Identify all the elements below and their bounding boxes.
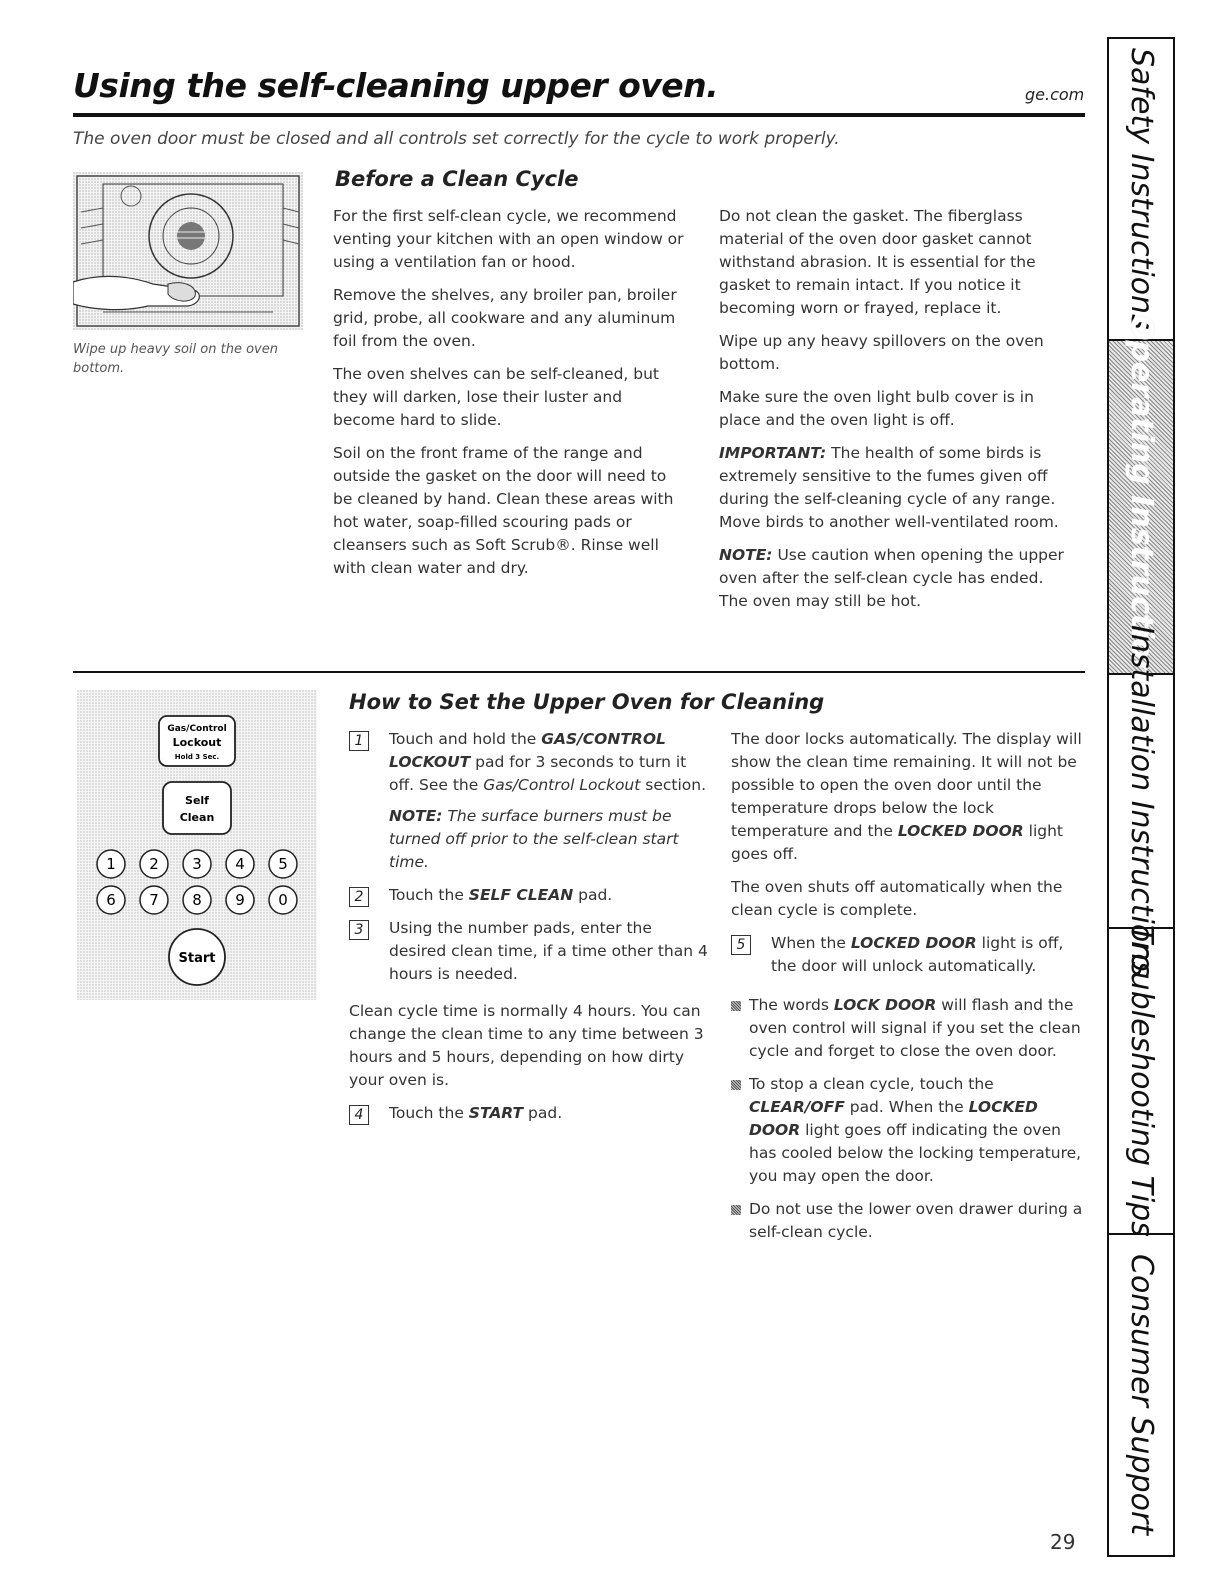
tab-consumer-support[interactable]	[1109, 1235, 1173, 1555]
tab-label: Safety Instructions	[1124, 48, 1159, 330]
text: To stop a clean cycle, touch the	[749, 1075, 994, 1093]
paragraph	[731, 728, 1091, 866]
lockout-line1: Gas/Control	[167, 724, 227, 734]
bullet-item	[731, 1073, 1091, 1188]
emphasis: LOCKED DOOR	[749, 1098, 1038, 1139]
how-to-col2	[731, 728, 1091, 1254]
paragraph: The oven shelves can be self-cleaned, but they will darken, lose their luster and become hard to slide.	[333, 365, 659, 429]
step-number: 1	[349, 731, 369, 751]
step-1	[349, 728, 709, 874]
step-text: light is off, the door will unlock automatically.	[771, 934, 1064, 975]
step-number: 4	[349, 1105, 369, 1125]
number-pad-2: 2	[149, 855, 159, 873]
text: pad. When the	[844, 1098, 969, 1116]
emphasis: LOCKED DOOR	[897, 822, 1024, 840]
number-pad-0: 0	[278, 891, 288, 909]
paragraph: The oven shuts off automatically when the clean cycle is complete.	[731, 878, 1063, 919]
bullet-icon	[731, 1001, 741, 1011]
page-number: 29	[1050, 1530, 1076, 1554]
paragraph: Make sure the oven light bulb cover is in place and the oven light is off.	[719, 388, 1034, 429]
control-panel-illustration	[77, 690, 317, 1000]
note-label: NOTE:	[389, 807, 443, 825]
step-text: pad.	[523, 1104, 563, 1122]
text: The door locks automatically. The display will show the clean time remaining. It will not be possible to open the oven door until the temperature drops below the lock temperature and the	[731, 730, 1082, 840]
before-clean-col2	[719, 205, 1069, 623]
step-text: Touch and hold the	[389, 730, 542, 748]
before-clean-heading: Before a Clean Cycle	[335, 167, 579, 191]
note-text: The surface burners must be turned off prior to the self-clean start time.	[389, 807, 679, 871]
page-title: Using the self-cleaning upper oven.	[73, 66, 719, 105]
lockout-line2: Lockout	[172, 736, 222, 749]
emphasis: CLEAR/OFF	[749, 1098, 845, 1116]
step-emphasis: LOCKED DOOR	[850, 934, 977, 952]
number-pad-8: 8	[192, 891, 202, 909]
step-5	[731, 932, 1091, 978]
text: Do not use the lower oven drawer during a self-clean cycle.	[749, 1200, 1083, 1241]
step-text: Touch the	[389, 886, 469, 904]
text: light goes off.	[731, 822, 1063, 863]
oven-wipe-illustration	[73, 172, 303, 330]
tab-label: Consumer Support	[1124, 1254, 1159, 1536]
emphasis: LOCK DOOR	[833, 996, 937, 1014]
site-url: ge.com	[1025, 85, 1085, 104]
self-clean-line1: Self	[185, 794, 209, 807]
tab-safety-instructions[interactable]	[1109, 39, 1173, 341]
note-label: NOTE:	[719, 546, 773, 564]
step-text: pad for 3 seconds to turn it off. See the	[389, 753, 687, 794]
how-to-col1	[349, 728, 709, 1135]
step-emphasis: SELF CLEAN	[468, 886, 574, 904]
step-3	[349, 917, 709, 986]
text: light goes off indicating the oven has cooled below the locking temperature, you may open the door.	[749, 1121, 1082, 1185]
paragraph: Soil on the front frame of the range and outside the gasket on the door will need to be cleaned by hand. Clean these areas with hot water, soap-filled scouring pads or cleansers such as Soft Scrub®. Rinse well with clean water and dry.	[333, 444, 674, 577]
paragraph: For the first self-clean cycle, we recommend venting your kitchen with an open window or using a ventilation fan or hood.	[333, 207, 684, 271]
important-paragraph	[719, 442, 1069, 534]
tab-label: Operating Instructions	[1124, 315, 1159, 699]
clean-time-paragraph: Clean cycle time is normally 4 hours. You can change the clean time to any time between 3 hours and 5 hours, depending on how dirty your oven is.	[349, 1002, 704, 1089]
paragraph: Remove the shelves, any broiler pan, broiler grid, probe, all cookware and any aluminum foil from the oven.	[333, 286, 677, 350]
before-clean-col1	[333, 205, 688, 590]
paragraph: Wipe up any heavy spillovers on the oven bottom.	[719, 332, 1044, 373]
step-text: Using the number pads, enter the desired clean time, if a time other than 4 hours is needed.	[389, 919, 708, 983]
important-text: The health of some birds is extremely sensitive to the fumes given off during the self-cleaning cycle of any range. Move birds to another well-ventilated room.	[719, 444, 1059, 531]
text: will flash and the oven control will signal if you set the clean cycle and forget to close the oven door.	[749, 996, 1081, 1060]
number-pad-3: 3	[192, 855, 202, 873]
tab-installation-instructions[interactable]	[1109, 625, 1173, 977]
step-text: pad.	[573, 886, 613, 904]
paragraph: Do not clean the gasket. The fiberglass material of the oven door gasket cannot withstand abrasion. It is essential for the gasket to remain intact. If you notice it becoming worn or frayed, replace it.	[719, 207, 1036, 317]
number-pad-7: 7	[149, 891, 159, 909]
step-emphasis: START	[468, 1104, 524, 1122]
page-subtitle: The oven door must be closed and all controls set correctly for the cycle to work properly.	[73, 129, 840, 149]
title-rule	[73, 113, 1085, 117]
number-pad-5: 5	[278, 855, 288, 873]
bullet-icon	[731, 1205, 741, 1215]
step-text: When the	[771, 934, 851, 952]
step-note	[389, 805, 709, 874]
number-pad-9: 9	[235, 891, 245, 909]
text: The words	[749, 996, 834, 1014]
step-number: 2	[349, 887, 369, 907]
bullet-item	[731, 994, 1091, 1063]
tab-troubleshooting-tips[interactable]	[1109, 925, 1173, 1237]
start-pad-label: Start	[178, 951, 216, 966]
step-text: Touch the	[389, 1104, 469, 1122]
step-4	[349, 1102, 709, 1125]
important-label: IMPORTANT:	[719, 444, 827, 462]
self-clean-line2: Clean	[179, 811, 215, 824]
step-emphasis: Gas/Control Lockout	[483, 776, 641, 794]
lockout-line3: Hold 3 Sec.	[174, 753, 220, 761]
tab-label: Troubleshooting Tips	[1124, 925, 1159, 1237]
step-emphasis: GAS/CONTROL LOCKOUT	[389, 730, 666, 771]
step-text: section.	[640, 776, 707, 794]
bullet-item	[731, 1198, 1091, 1244]
number-pad-4: 4	[235, 855, 245, 873]
section-rule	[73, 671, 1085, 673]
step-number: 5	[731, 935, 751, 955]
how-to-heading: How to Set the Upper Oven for Cleaning	[349, 690, 825, 714]
number-pad-1: 1	[106, 855, 116, 873]
step-number: 3	[349, 920, 369, 940]
number-pad-6: 6	[106, 891, 116, 909]
tab-label: Installation Instructions	[1124, 625, 1159, 977]
oven-caption: Wipe up heavy soil on the oven bottom.	[73, 342, 278, 376]
section-sidebar	[1107, 37, 1175, 1557]
step-2	[349, 884, 709, 907]
bullet-icon	[731, 1080, 741, 1090]
note-paragraph	[719, 544, 1069, 613]
note-text: Use caution when opening the upper oven after the self-clean cycle has ended. The oven may still be hot.	[719, 546, 1064, 610]
